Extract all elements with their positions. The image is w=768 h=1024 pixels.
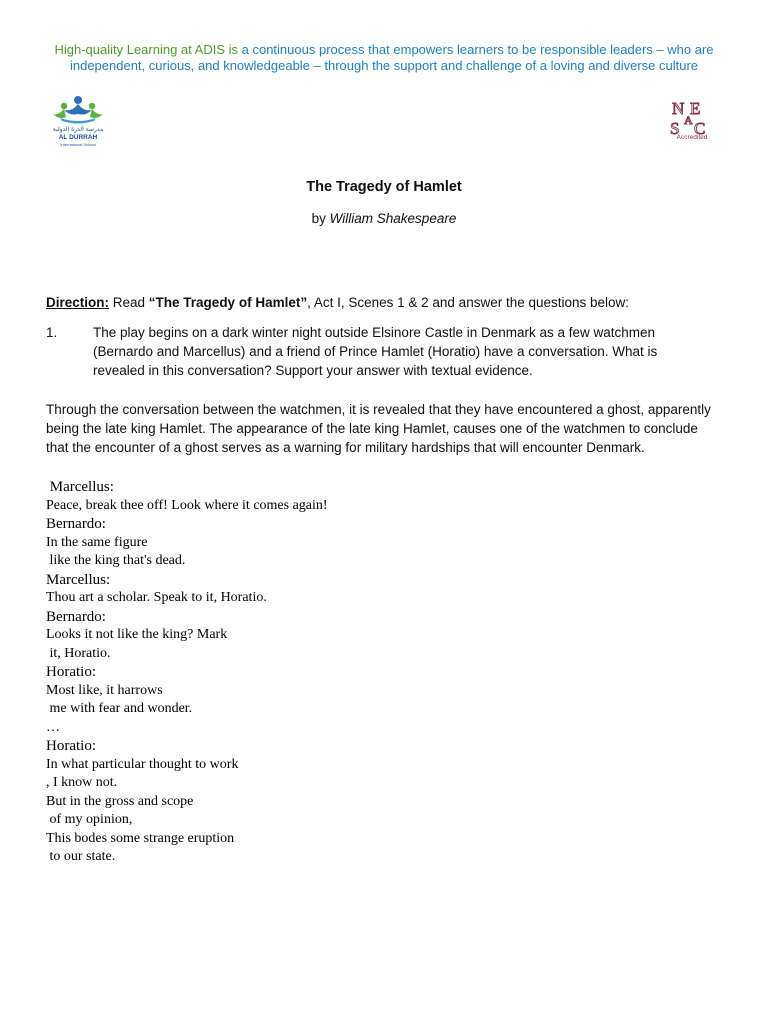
byline-prefix: by — [311, 211, 330, 226]
byline — [0, 211, 768, 226]
speaker-name: Bernardo: — [46, 516, 106, 532]
question-text: The play begins on a dark winter night outside Elsinore Castle in Denmark as a few watchmen (Bernardo and Marcellus) and a friend of Prince Hamlet (Horatio) have a conversation. What is revealed in this conversation? Support your answer with textual evidence. — [93, 325, 658, 378]
neasc-emblem-icon — [664, 96, 720, 136]
speaker-name: Horatio: — [46, 738, 96, 754]
al-durrah-logo — [50, 92, 106, 150]
script-line: This bodes some strange eruption — [46, 830, 235, 846]
direction-text — [46, 295, 738, 310]
direction-work-title: “The Tragedy of Hamlet” — [148, 295, 308, 310]
script-line: In the same figure — [46, 534, 148, 550]
question-item — [46, 323, 708, 380]
script-line: Most like, it harrows — [46, 682, 163, 698]
svg-text:A: A — [684, 113, 693, 127]
author-name: William Shakespeare — [329, 211, 457, 226]
speaker-name: Horatio: — [46, 664, 96, 680]
script-line: it, Horatio. — [46, 645, 111, 661]
script-line: But in the gross and scope — [46, 793, 194, 809]
al-durrah-emblem-icon — [50, 92, 106, 134]
speaker-name: Marcellus: — [46, 571, 111, 588]
question-number: 1. — [46, 325, 58, 340]
direction-label: Direction: — [46, 295, 110, 310]
accredited-label: Accredited — [676, 134, 708, 141]
document-title: The Tragedy of Hamlet — [306, 179, 462, 195]
direction-pre: Read — [109, 295, 149, 310]
logo-school-sub: International School — [60, 142, 96, 147]
svg-text:E: E — [690, 99, 701, 118]
script-line: Peace, break thee off! Look where it comes again! — [46, 497, 328, 513]
neasc-accreditation-logo — [664, 96, 720, 146]
tagline-blue: a continuous process that empowers learners to be responsible leaders – who are independent, curious, and knowledgeable – through the support and challenge of a loving and diverse culture — [69, 42, 714, 73]
script-excerpt — [46, 478, 446, 867]
svg-text:C: C — [694, 119, 706, 136]
script-line: like the king that's dead. — [46, 553, 186, 568]
script-line: of my opinion, — [46, 812, 133, 827]
script-line: … — [46, 719, 60, 735]
script-line: Looks it not like the king? Mark — [46, 627, 228, 642]
svg-text:N: N — [672, 99, 685, 118]
logo-arabic-text: مدرسة الدرة الدولية — [52, 126, 104, 133]
logo-school-name: AL DURRAH — [58, 134, 98, 141]
script-line: Thou art a scholar. Speak to it, Horatio. — [46, 590, 267, 605]
svg-text:S: S — [670, 119, 680, 136]
answer-paragraph: Through the conversation between the watchmen, it is revealed that they have encountered a ghost, apparently being the late king Hamlet. The appearance of the late king Hamlet, causes one of the watchmen to conclude that the encounter of a ghost serves as a warning for military hardships that will encounter Denmark. — [46, 402, 711, 455]
direction-post: , Act I, Scenes 1 & 2 and answer the questions below: — [307, 295, 630, 310]
speaker-name: Marcellus: — [46, 479, 114, 495]
speaker-name: Bernardo: — [46, 608, 106, 625]
script-line: me with fear and wonder. — [46, 701, 193, 716]
script-line: In what particular thought to work — [46, 756, 239, 772]
school-tagline — [40, 42, 728, 74]
script-line: to our state. — [46, 849, 116, 864]
script-line: , I know not. — [46, 775, 118, 790]
tagline-green: High-quality Learning at ADIS is — [54, 42, 239, 57]
